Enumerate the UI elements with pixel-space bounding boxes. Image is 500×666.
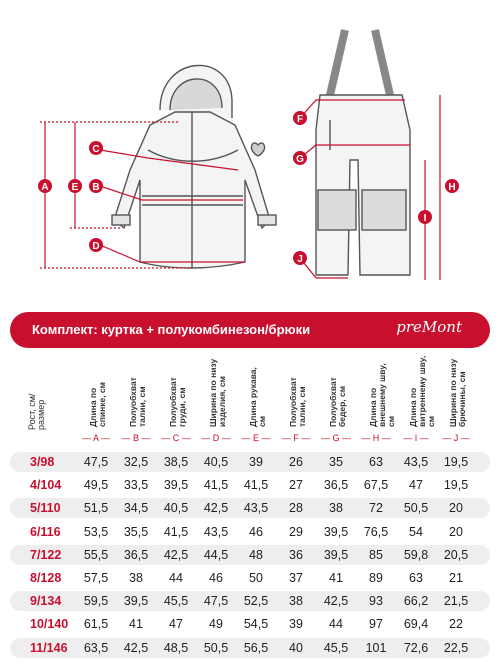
value-cell: 39,5: [323, 547, 349, 562]
size-cell: 3/98: [30, 455, 55, 469]
table-row: [10, 591, 490, 611]
value-cell: 41,5: [163, 524, 189, 539]
column-header: [74, 355, 118, 427]
value-cell: 50,5: [203, 640, 229, 655]
value-cell: 93: [369, 594, 383, 609]
banner-title: Комплект: куртка + полукомбинезон/брюки: [32, 322, 311, 337]
svg-text:A: A: [41, 182, 49, 193]
value-cell: 48,5: [163, 640, 189, 655]
value-cell: 85: [369, 547, 383, 562]
value-cell: 63: [409, 571, 423, 585]
value-cell: 20,5: [443, 547, 469, 562]
value-cell: 69,4: [403, 617, 429, 632]
value-cell: 50: [249, 571, 263, 585]
value-cell: 45,5: [163, 594, 189, 609]
value-cell: 42,5: [163, 547, 189, 562]
column-letter: — C —: [161, 433, 191, 443]
table-row: [10, 568, 490, 588]
value-cell: 44,5: [203, 547, 229, 562]
value-cell: 47: [169, 617, 183, 632]
value-cell: 54,5: [243, 617, 269, 632]
value-cell: 36: [289, 547, 303, 562]
value-cell: 35,5: [123, 524, 149, 539]
value-cell: 89: [369, 571, 383, 585]
column-header-text: Полуобхват талии, см: [128, 377, 147, 427]
garment-diagram: [0, 0, 500, 300]
value-cell: 34,5: [123, 501, 149, 516]
value-cell: 57,5: [83, 571, 109, 585]
column-header-text: Длина по витреннему шву, см: [408, 355, 436, 427]
value-cell: 45,5: [323, 640, 349, 655]
column-letter: — F —: [281, 433, 311, 443]
column-header-text: Длина по спинке, см: [88, 382, 107, 427]
value-cell: 43,5: [203, 524, 229, 539]
column-header-text: Ширина по низу брючины, см: [448, 358, 467, 427]
column-header-text: Полуобхват бедер, см: [328, 377, 347, 427]
value-cell: 33,5: [123, 478, 149, 493]
value-cell: 21,5: [443, 594, 469, 609]
value-cell: 42,5: [203, 501, 229, 516]
value-cell: 46: [249, 524, 263, 539]
value-cell: 59,8: [403, 547, 429, 562]
value-cell: 43,5: [243, 501, 269, 516]
value-cell: 44: [329, 617, 343, 632]
value-cell: 19,5: [443, 455, 469, 469]
svg-text:J: J: [297, 254, 303, 265]
svg-text:F: F: [296, 114, 304, 125]
value-cell: 61,5: [83, 617, 109, 632]
column-header: [114, 355, 158, 427]
svg-text:D: D: [92, 241, 100, 252]
svg-text:C: C: [92, 144, 100, 155]
value-cell: 49: [209, 617, 223, 632]
table-row: [10, 545, 490, 565]
value-cell: 55,5: [83, 547, 109, 562]
column-header: [434, 355, 478, 427]
value-cell: 40,5: [163, 501, 189, 516]
value-cell: 28: [289, 501, 303, 516]
value-cell: 47,5: [203, 594, 229, 609]
size-cell: 6/116: [30, 524, 61, 539]
value-cell: 20: [449, 524, 463, 539]
value-cell: 66,2: [403, 594, 429, 609]
size-cell: 11/146: [30, 640, 68, 655]
value-cell: 47: [409, 478, 423, 493]
size-column-header: [14, 370, 64, 434]
value-cell: 39: [289, 617, 303, 632]
column-letter: — H —: [361, 433, 391, 443]
value-cell: 67,5: [363, 478, 389, 493]
size-cell: 5/110: [30, 501, 61, 516]
value-cell: 76,5: [363, 524, 389, 539]
value-cell: 42,5: [323, 594, 349, 609]
column-header: [274, 355, 318, 427]
value-cell: 97: [369, 617, 383, 632]
table-row: [10, 522, 490, 542]
value-cell: 38,5: [163, 455, 189, 469]
column-letter: — E —: [241, 433, 271, 443]
value-cell: 53,5: [83, 524, 109, 539]
svg-text:B: B: [92, 182, 100, 193]
marker-c: [89, 141, 103, 155]
size-cell: 4/104: [30, 478, 62, 493]
brand-logo: preMont: [396, 318, 462, 336]
table-row: [10, 475, 490, 495]
marker-a: [38, 179, 52, 193]
value-cell: 54: [409, 524, 423, 539]
column-letter: — D —: [201, 433, 231, 443]
value-cell: 41: [329, 571, 343, 585]
overalls-drawing: [316, 30, 410, 275]
value-cell: 41: [129, 617, 143, 632]
value-cell: 42,5: [123, 640, 149, 655]
marker-e: [68, 179, 82, 193]
column-header-text: Длина по внешнему шву, см: [368, 363, 396, 427]
marker-f: [293, 111, 307, 125]
value-cell: 39,5: [323, 524, 349, 539]
value-cell: 44: [169, 571, 183, 585]
marker-j: [293, 251, 307, 265]
column-header: [154, 355, 198, 427]
value-cell: 26: [289, 455, 303, 469]
column-header-text: Ширина по низу изделия, см: [208, 358, 227, 427]
value-cell: 72: [369, 501, 383, 516]
size-cell: 7/122: [30, 547, 62, 562]
value-cell: 43,5: [403, 455, 429, 469]
value-cell: 41,5: [243, 478, 269, 493]
value-cell: 35: [329, 455, 343, 469]
value-cell: 27: [289, 478, 303, 493]
column-letter: — I —: [403, 433, 429, 443]
column-header: [194, 355, 238, 427]
value-cell: 63: [369, 455, 383, 469]
column-letter: — J —: [442, 433, 470, 443]
column-header-text: Полуобхват груди, см: [168, 377, 187, 427]
value-cell: 39,5: [163, 478, 189, 493]
table-row: [10, 498, 490, 518]
svg-text:G: G: [296, 154, 304, 165]
value-cell: 22: [449, 617, 463, 632]
marker-h: [445, 179, 459, 193]
value-cell: 38: [129, 571, 143, 585]
value-cell: 49,5: [83, 478, 109, 493]
value-cell: 39,5: [123, 594, 149, 609]
value-cell: 47,5: [83, 455, 109, 469]
value-cell: 19,5: [443, 478, 469, 493]
column-letter: — G —: [320, 433, 351, 443]
column-letter: — B —: [121, 433, 151, 443]
column-header: [234, 355, 278, 427]
value-cell: 38: [329, 501, 343, 516]
value-cell: 59,5: [83, 594, 109, 609]
value-cell: 48: [249, 547, 263, 562]
table-row: [10, 452, 490, 472]
size-cell: 8/128: [30, 571, 62, 585]
value-cell: 101: [365, 640, 387, 655]
jacket-drawing: [112, 65, 276, 268]
value-cell: 39: [249, 455, 263, 469]
value-cell: 22,5: [443, 640, 469, 655]
value-cell: 63,5: [83, 640, 109, 655]
value-cell: 20: [449, 501, 463, 516]
column-header: [314, 355, 358, 427]
column-header: [354, 355, 398, 427]
column-letter: — A —: [81, 433, 110, 443]
value-cell: 21: [449, 571, 463, 585]
table-row: [10, 614, 490, 634]
marker-d: [89, 238, 103, 252]
value-cell: 36,5: [323, 478, 349, 493]
value-cell: 41,5: [203, 478, 229, 493]
value-cell: 40: [289, 640, 303, 655]
value-cell: 72,6: [403, 640, 429, 655]
value-cell: 50,5: [403, 501, 429, 516]
column-header-text: Длина рукава, см: [248, 367, 267, 427]
kit-banner: [10, 312, 490, 348]
value-cell: 38: [289, 594, 303, 609]
value-cell: 51,5: [83, 501, 109, 516]
svg-text:H: H: [448, 182, 456, 193]
column-header: [394, 355, 438, 427]
marker-b: [89, 179, 103, 193]
value-cell: 56,5: [243, 640, 269, 655]
marker-i: [418, 210, 432, 224]
marker-g: [293, 151, 307, 165]
value-cell: 46: [209, 571, 223, 585]
svg-text:I: I: [423, 213, 427, 224]
value-cell: 29: [289, 524, 303, 539]
size-header-text: Рост, см/ размер: [27, 393, 46, 430]
size-cell: 10/140: [30, 617, 69, 632]
size-cell: 9/134: [30, 594, 62, 609]
table-row: [10, 638, 490, 658]
column-header-text: Полуобхват талии, см: [288, 377, 307, 427]
value-cell: 32,5: [123, 455, 149, 469]
value-cell: 36,5: [123, 547, 149, 562]
value-cell: 40,5: [203, 455, 229, 469]
value-cell: 37: [289, 571, 303, 585]
svg-text:E: E: [71, 182, 79, 193]
value-cell: 52,5: [243, 594, 269, 609]
